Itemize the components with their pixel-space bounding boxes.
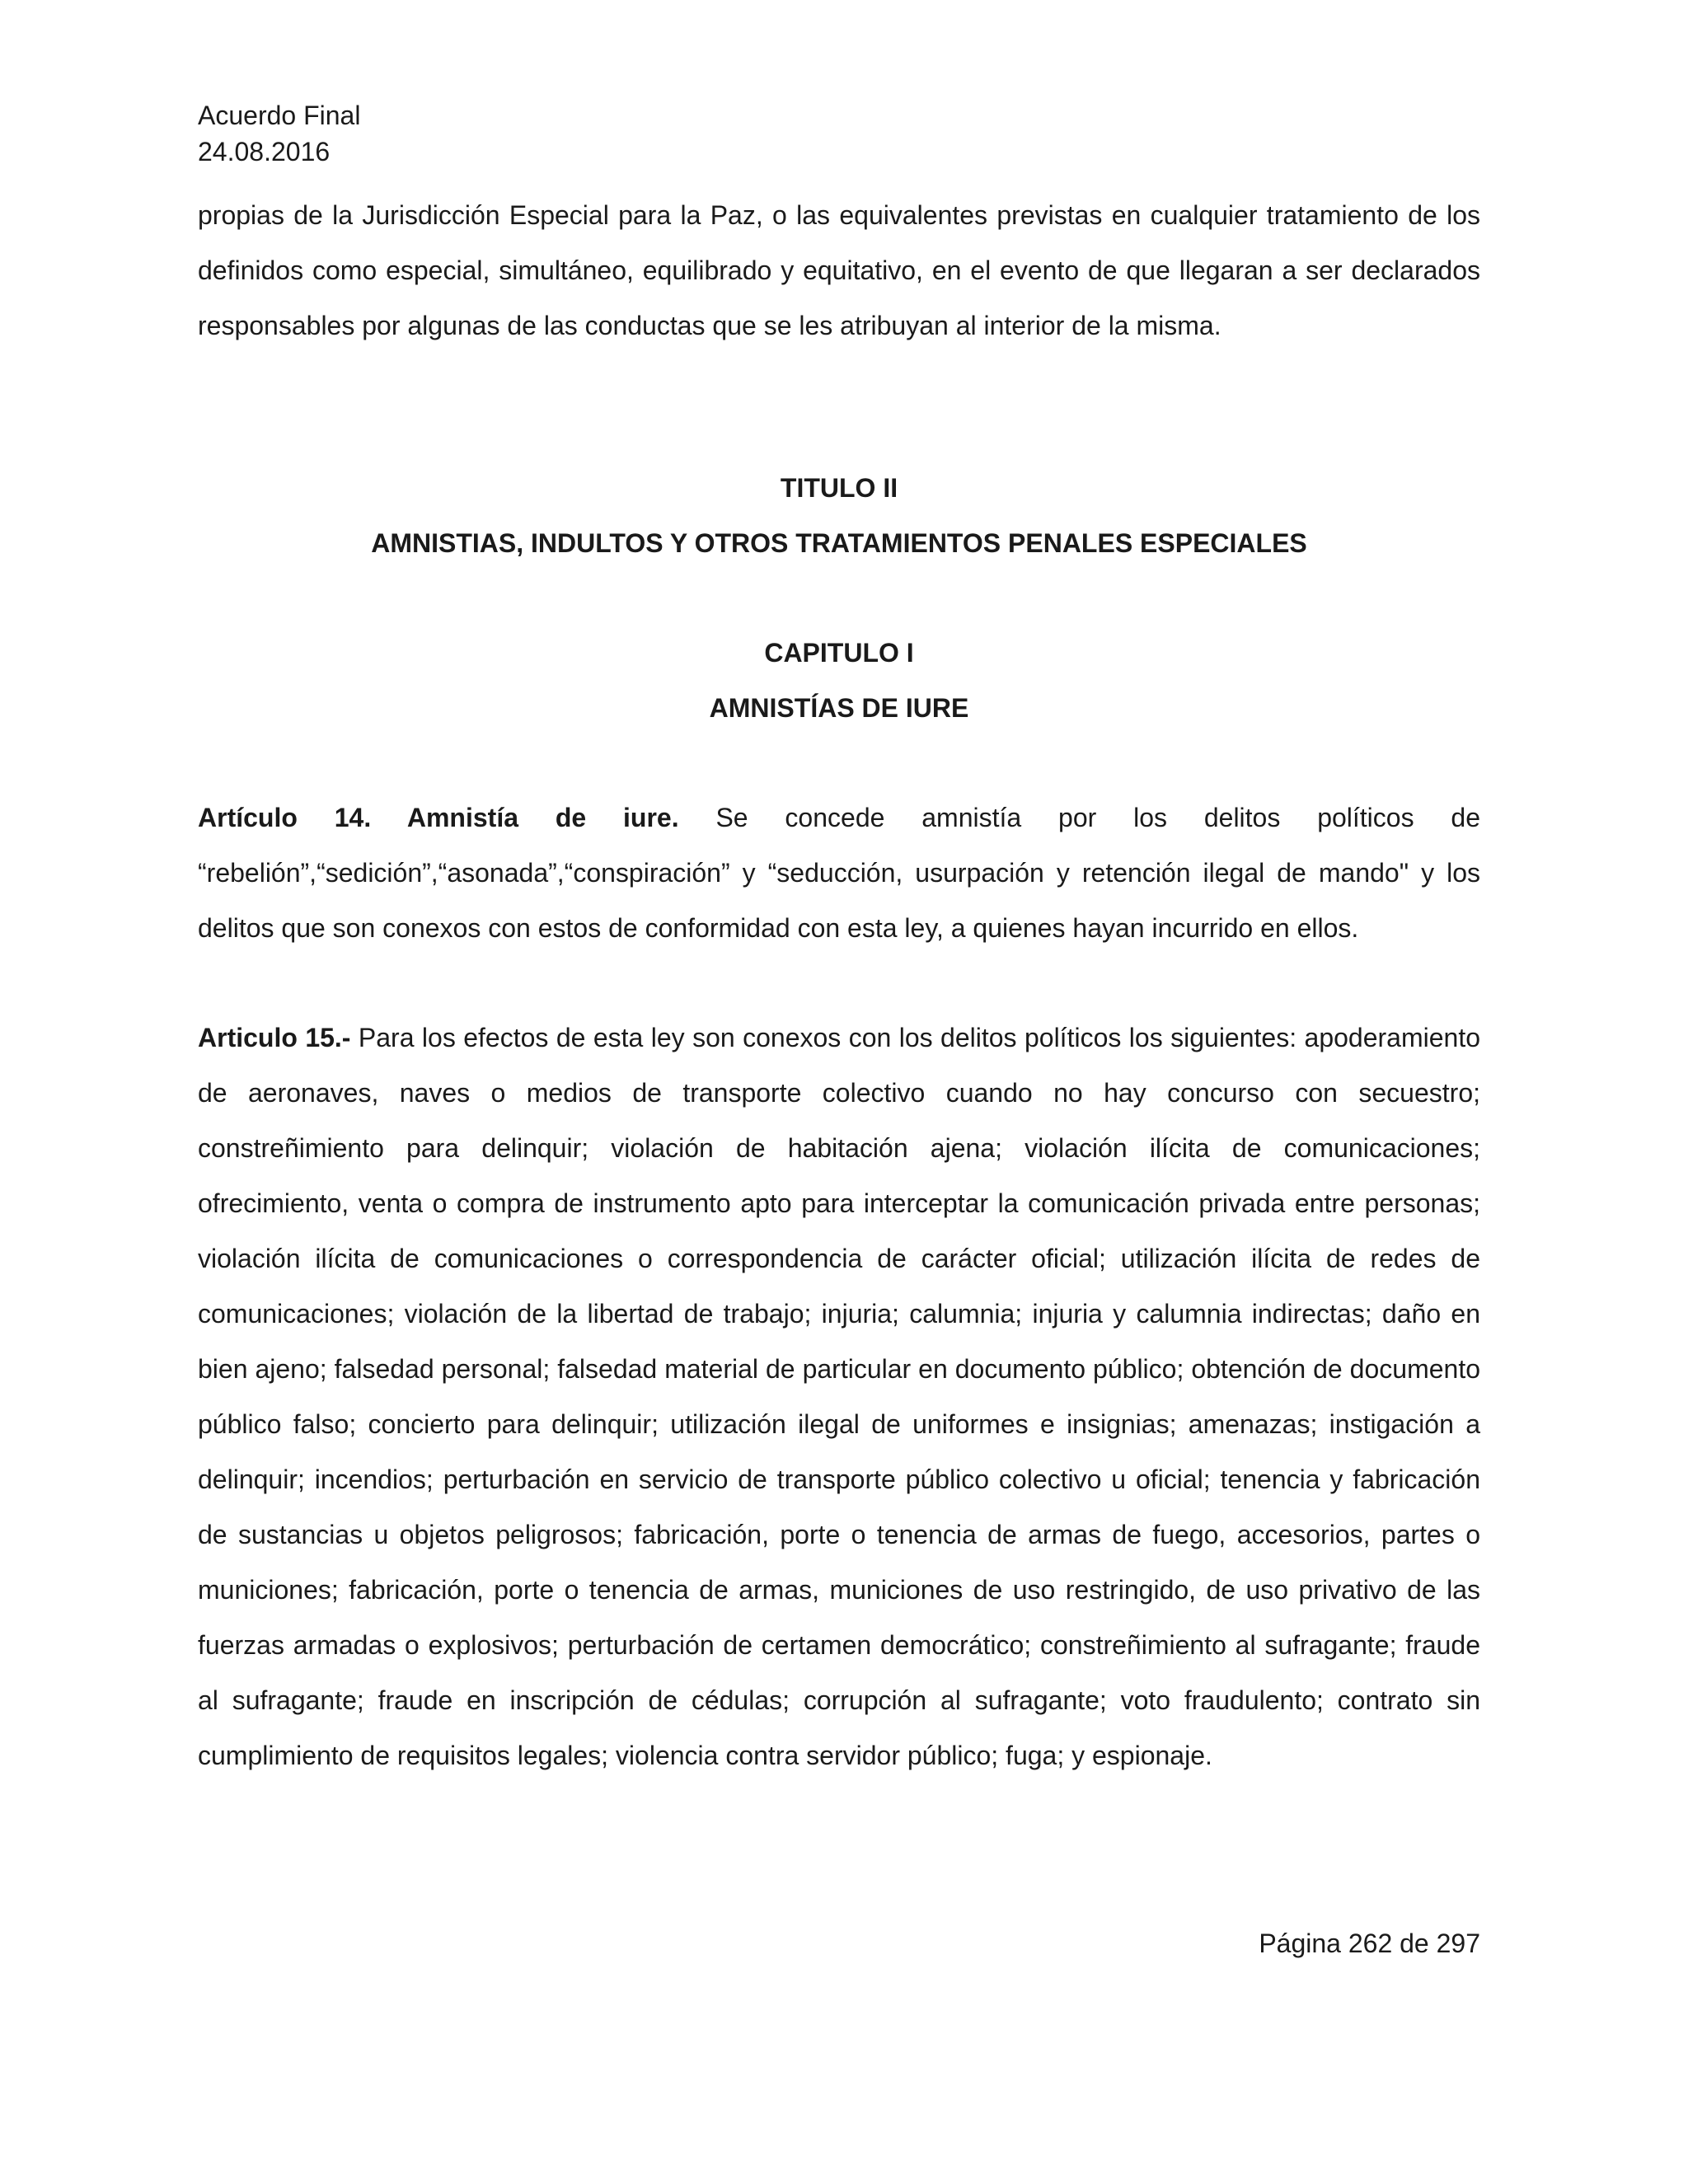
page-number: Página 262 de 297 — [1259, 1929, 1480, 1958]
page-body — [198, 188, 1480, 1783]
spacer — [198, 736, 1480, 790]
page-header — [198, 97, 360, 170]
spacer — [198, 571, 1480, 626]
article-15 — [198, 1010, 1480, 1783]
spacer — [198, 956, 1480, 1010]
spacer — [198, 354, 1480, 461]
article-14-heading: Artículo 14. Amnistía de iure. — [198, 803, 679, 832]
intro-paragraph: propias de la Jurisdicción Especial para la Paz, o las equivalentes previstas en cualquier tratamiento de los definidos como especial, simultáneo, equilibrado y equitativo, en el evento de que llegaran a ser declarados responsables por algunas de las conductas que se les atribuyan al interior de la misma. — [198, 200, 1480, 340]
header-title: Acuerdo Final — [198, 101, 361, 130]
capitulo-label: CAPITULO I — [764, 638, 914, 668]
article-14-text: Se concede amnistía por los delitos políticos de “rebelión”,“sedición”,“asonada”,“conspiración” y “seducción, usurpación y retención ilegal de mando" y los delitos que son conexos con estos de conformidad con esta ley, a quienes hayan incurrido en ellos. — [198, 803, 1481, 943]
article-14 — [198, 790, 1480, 956]
titulo-name: AMNISTIAS, INDULTOS Y OTROS TRATAMIENTOS PENALES ESPECIALES — [371, 528, 1307, 558]
article-15-text: Para los efectos de esta ley son conexos con los delitos políticos los siguientes: apoderamiento de aeronaves, naves o medios de transporte colectivo cuando no hay concurso con secuestro; constreñimiento para delinquir; violación de habitación ajena; violación ilícita de comunicaciones; ofrecimiento, venta o compra de instrumento apto para interceptar la comunicación privada entre personas; violación ilícita de comunicaciones o correspondencia de carácter oficial; utilización ilícita de redes de comunicaciones; violación de la libertad de trabajo; injuria; calumnia; injuria y calumnia indirectas; daño en bien ajeno; falsedad personal; falsedad material de particular en documento público; obtención de documento público falso; concierto para delinquir; utilización ilegal de uniformes e insignias; amenazas; instigación a delinquir; incendios; perturbación en servicio de transporte público colectivo u oficial; tenencia y fabricación de sustancias u objetos peligrosos; fabricación, porte o tenencia de armas de fuego, accesorios, partes o municiones; fabricación, porte o tenencia de armas, municiones de uso restringido, de uso privativo de las fuerzas armadas o explosivos; perturbación de certamen democrático; constreñimiento al sufragante; fraude al sufragante; fraude en inscripción de cédulas; corrupción al sufragante; voto fraudulento; contrato sin cumplimiento de requisitos legales; violencia contra servidor público; fuga; y espionaje. — [198, 1023, 1481, 1770]
header-date: 24.08.2016 — [198, 137, 331, 166]
titulo-label: TITULO II — [780, 473, 898, 503]
article-15-heading: Articulo 15.- — [198, 1023, 351, 1052]
capitulo-name: AMNISTÍAS DE IURE — [709, 693, 969, 723]
